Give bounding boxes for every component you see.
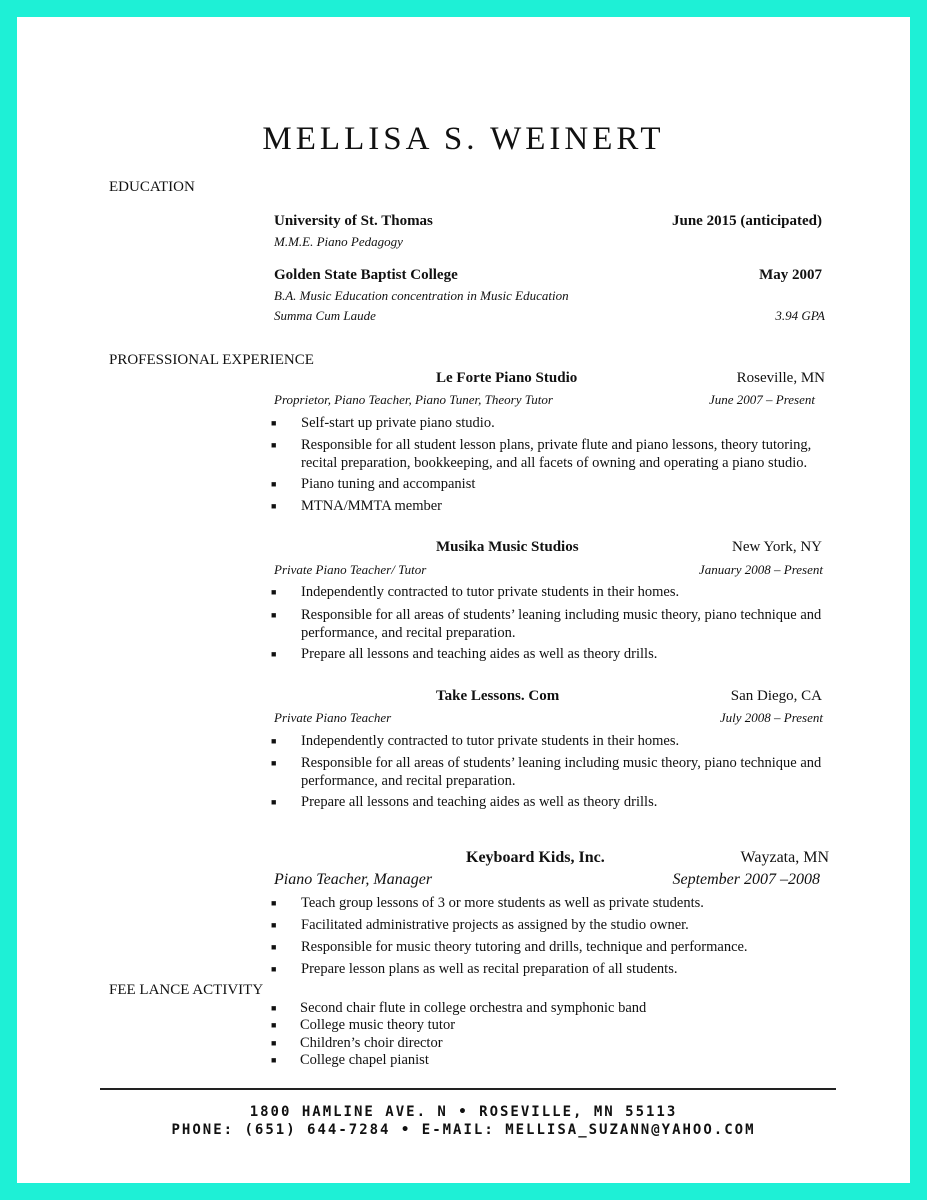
job-3-role: Private Piano Teacher bbox=[274, 710, 392, 725]
job-2-company: Musika Music Studios bbox=[436, 539, 579, 555]
job-4-company: Keyboard Kids, Inc. bbox=[466, 849, 605, 866]
job-1-dates: June 2007 – Present bbox=[708, 392, 815, 407]
job-1-company: Le Forte Piano Studio bbox=[436, 370, 578, 386]
candidate-name: MELLISA S. WEINERT bbox=[262, 121, 665, 157]
job-1-location: Roseville, MN bbox=[736, 370, 825, 386]
school-2: Golden State Baptist College bbox=[274, 267, 458, 283]
job-3-company: Take Lessons. Com bbox=[436, 688, 560, 704]
school-1-degree: M.M.E. Piano Pedagogy bbox=[274, 234, 403, 249]
school-1: University of St. Thomas bbox=[274, 213, 433, 229]
school-2-gpa: 3.94 GPA bbox=[775, 308, 825, 323]
school-2-date: May 2007 bbox=[759, 267, 822, 283]
job-4-dates: September 2007 –2008 bbox=[672, 871, 820, 888]
school-1-date: June 2015 (anticipated) bbox=[672, 213, 822, 229]
school-2-degree: B.A. Music Education concentration in Music Education bbox=[274, 288, 569, 303]
job-4-location: Wayzata, MN bbox=[740, 849, 829, 866]
footer-divider bbox=[100, 1088, 836, 1090]
job-1-role: Proprietor, Piano Teacher, Piano Tuner, Theory Tutor bbox=[274, 392, 553, 407]
job-2-location: New York, NY bbox=[731, 539, 822, 555]
job-2-role: Private Piano Teacher/ Tutor bbox=[274, 562, 427, 577]
resume-page: MELLISA S. WEINERT EDUCATION University of St. Thomas June 2015 (anticipated) M.M.E. Piano Pedagogy Golden State Baptist College May 2007 B.A. Music Education concentration in Music Education Summa Cum Laude 3.94 GPA PROFESSIONAL EXPERIENCE Le Forte Piano Studio Roseville, MN Proprietor, Piano Teacher, Piano Tuner, Theory Tutor June 2007 – Present ■ Self-start up private piano studio. ■ Responsible for all student lesson plans, private flute and piano lessons, theory tutoring, recital preparation, bookkeeping, and all facets of owning and operating a piano studio. ■ Piano tuning and accompanist ■ MTNA/MMTA member Musika Music Studios New York, NY Private Piano Teacher/ Tutor January 2008 – Present ■ Independently contracted to tutor private students in their homes. ■ Responsible for all areas of students’ leaning including music theory, piano technique and performance, and recital preparation. ■ Prepare all lessons and teaching aides as well as theory drills. Take Lessons. Com San Diego, CA Private Piano Teacher July 2008 – Present ■ Independently contracted to tutor private students in their homes. ■ Responsible for all areas of students’ leaning including music theory, piano technique and performance, and recital preparation. ■ Prepare all lessons and teaching aides as well as theory drills. Keyboard Kids, Inc. Wayzata, MN Piano Teacher, Manager September 2007 –2008 ■ Teach group lessons of 3 or more students as well as private students. ■ Facilitated administrative projects as assigned by the studio owner. ■ Responsible for music theory tutoring and drills, technique and performance. ■ Prepare lesson plans as well as recital preparation of all students. FEE LANCE ACTIVITY ■ Second chair flute in college orchestra and symphonic band ■ College music theory tutor ■ Children’s choir director ■ College chapel pianist 1800 HAMLINE AVE. N • ROSEVILLE, MN 55113 PHONE: (651) 644-7284 • E-MAIL: MELLISA_SUZANN@YAHOO.COM bbox=[17, 17, 910, 1183]
footer-contact: PHONE: (651) 644-7284 • E-MAIL: MELLISA_SUZANN@YAHOO.COM bbox=[171, 1122, 756, 1138]
job-3-dates: July 2008 – Present bbox=[719, 710, 823, 725]
job-2-dates: January 2008 – Present bbox=[698, 562, 823, 577]
freelance-heading: FEE LANCE ACTIVITY bbox=[109, 982, 264, 998]
footer-address: 1800 HAMLINE AVE. N • ROSEVILLE, MN 55113 bbox=[249, 1104, 678, 1120]
job-4-role: Piano Teacher, Manager bbox=[274, 871, 433, 888]
education-heading: EDUCATION bbox=[109, 179, 195, 195]
experience-heading: PROFESSIONAL EXPERIENCE bbox=[109, 352, 314, 368]
school-2-honor: Summa Cum Laude bbox=[274, 308, 376, 323]
job-3-location: San Diego, CA bbox=[730, 688, 822, 704]
